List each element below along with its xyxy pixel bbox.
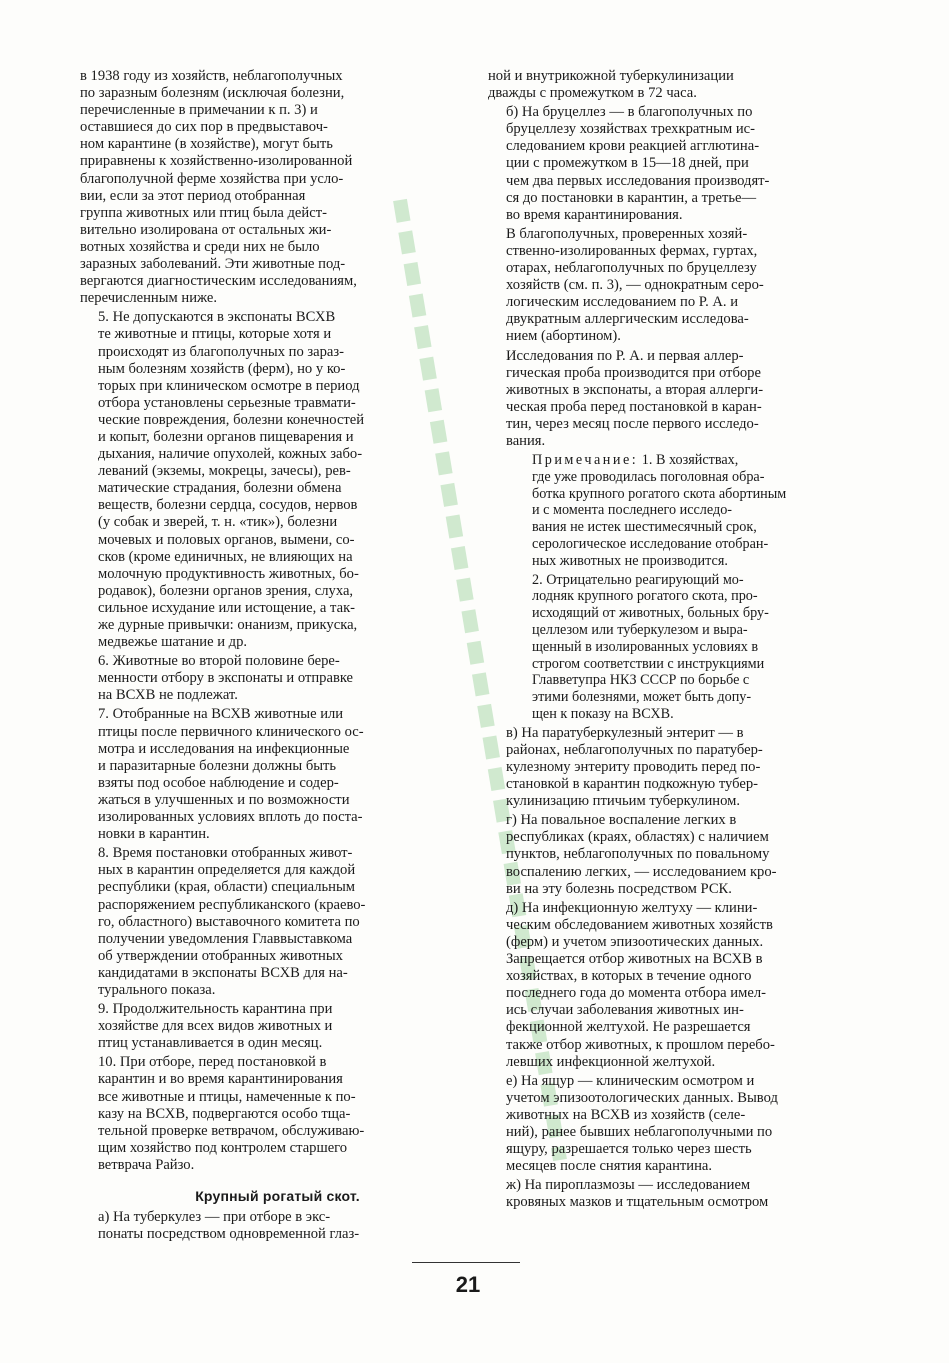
text-line: ветврача Райзо.: [98, 1156, 195, 1173]
text-line: и с момента последнего исследо-: [532, 502, 733, 519]
note-1-first-line: 1. В хозяйствах,: [638, 452, 739, 469]
paragraph-a-tuberculosis: [80, 1209, 475, 1243]
footer-rule: [412, 1262, 520, 1263]
text-line: об утверждении отобранных животных: [98, 947, 343, 964]
paragraph-b-tests: [488, 348, 866, 451]
text-line: родавок), болезни органов зрения, слуха,: [98, 582, 354, 599]
text-line: чем два первых исследования производят-: [506, 172, 770, 189]
text-line: мотра и исследования на инфекционные: [98, 740, 350, 757]
text-line: вергаются диагностическим исследованиям,: [80, 273, 357, 290]
text-line: вительно изолирована от остальных жи-: [80, 221, 332, 238]
text-line: животных на ВСХВ из хозяйств (селе-: [506, 1106, 746, 1123]
text-line: где уже проводилась поголовная обра-: [532, 468, 765, 485]
text-line: жаться в улучшенных и по возможности: [98, 791, 350, 808]
note-label: Примечание:: [532, 452, 639, 469]
text-line: медвежье шатание и др.: [98, 634, 248, 651]
text-line: торых при клиническом осмотре в период: [98, 377, 360, 394]
paragraph-zh-piroplasmosis: [488, 1177, 866, 1211]
text-line: сильное исхудание или истощение, а так-: [98, 599, 356, 616]
text-line: республики (края, области) специальным: [98, 879, 356, 896]
text-line: фекционной желтухой. Не разрешается: [506, 1019, 751, 1036]
text-line: животных в экспонаты, а вторая аллерги-: [506, 381, 764, 398]
text-line: получении уведомления Главвыставкома: [98, 930, 353, 947]
text-line: щенный в изолированных условиях в: [532, 638, 759, 655]
text-line: изолированных условиях вплоть до поста-: [98, 809, 363, 826]
text-line: этими болезнями, может быть допу-: [532, 689, 752, 706]
text-line: республиках (краях, областях) с наличием: [506, 829, 769, 846]
text-line: дважды с промежутком в 72 часа.: [488, 85, 697, 102]
text-line: бруцеллезу хозяйствах трехкратным ис-: [506, 121, 755, 138]
text-line: происходят из благополучных по зараз-: [98, 343, 345, 360]
text-line: 10. При отборе, перед постановкой в: [98, 1054, 327, 1071]
text-line: ческая проба перед постановкой в каран-: [506, 398, 762, 415]
text-line: 9. Продолжительность карантина при: [98, 1001, 333, 1018]
text-line: отарах, неблагополучных по бруцеллезу: [506, 260, 757, 277]
paragraph-b-brucellosis: [488, 104, 866, 224]
text-line: птиц устанавливается в один месяц.: [98, 1035, 323, 1052]
text-line: Исследования по Р. А. и первая аллер-: [506, 347, 744, 364]
page-number: 21: [455, 1272, 481, 1297]
note-1: [488, 452, 866, 570]
text-line: хозяйств (см. п. 3), — однократным серо-: [506, 277, 764, 294]
text-line: кулинизацию птичьим туберкулином.: [506, 793, 740, 810]
text-line: леваний (экземы, мокрецы, зачесы), рев-: [98, 463, 351, 480]
text-line: следованием крови реакцией агглютина-: [506, 138, 760, 155]
text-line: ботка крупного рогатого скота абортиным: [532, 485, 787, 502]
text-line: е) На ящур — клиническим осмотром и: [506, 1072, 755, 1089]
text-line: тин, через месяц после первого исследо-: [506, 415, 759, 432]
section-heading-cattle: Крупный рогатый скот.: [195, 1188, 360, 1204]
text-line: (у собак и зверей, т. н. «тик»), болезни: [98, 514, 338, 531]
text-line: нием (абортином).: [506, 328, 621, 345]
text-line: ственно-изолированных фермах, гуртах,: [506, 242, 758, 259]
text-line: строгом соответствии с инструкциями: [532, 655, 765, 672]
text-line: левших инфекционной желтухой.: [506, 1053, 716, 1070]
paragraph-4-continuation: [80, 68, 475, 307]
text-line: вания.: [506, 432, 546, 449]
text-line: также отбор животных, к прошлом перебо-: [506, 1036, 775, 1053]
text-line: вания не истек шестимесячный срок,: [532, 519, 757, 536]
right-column: [488, 68, 866, 1213]
text-line: ных животных не производится.: [532, 552, 728, 569]
text-line: (ферм) и учетом эпизоотических данных.: [506, 933, 764, 950]
paragraph-7: [80, 706, 475, 843]
text-line: перечисленные в примечании к п. 3) и: [80, 102, 318, 119]
text-line: кровяных мазков и тщательным осмотром: [506, 1194, 769, 1211]
text-line: Запрещается отбор животных на ВСХВ в: [506, 951, 763, 968]
text-line: ческим обследованием животных хозяйств: [506, 916, 773, 933]
text-line: приравнены к хозяйственно-изолированной: [80, 153, 353, 170]
text-line: учетом эпизоотологических данных. Вывод: [506, 1089, 778, 1106]
text-line: 8. Время постановки отобранных живот-: [98, 845, 353, 862]
text-line: дыхания, наличие опухолей, кожных забо-: [98, 446, 363, 463]
text-line: веществ, болезни сердца, сосудов, нервов: [98, 497, 358, 514]
text-line: ись случаи заболевания животных ин-: [506, 1002, 744, 1019]
text-line: турального показа.: [98, 981, 216, 998]
text-line: и паразитарные болезни должны быть: [98, 757, 337, 774]
text-line: хозяйстве для всех видов животных и: [98, 1018, 333, 1035]
text-line: оставшиеся до сих пор в предвыставоч-: [80, 119, 328, 136]
text-line: воспалению легких, — исследованием кро-: [506, 863, 777, 880]
text-line: птицы после первичного клинического ос-: [98, 723, 364, 740]
text-line: мочевых и половых органов, вымени, со-: [98, 531, 355, 548]
note-1-rest: [510, 469, 866, 570]
text-line: казу на ВСХВ, подвергаются особо тща-: [98, 1105, 351, 1122]
text-line: серологическое исследование отобран-: [532, 536, 769, 553]
text-line: становкой в карантин подкожную тубер-: [506, 776, 759, 793]
text-line: ний), ранее бывших неблагополучными по: [506, 1123, 773, 1140]
text-line: тельной проверке ветврачом, обслуживаю-: [98, 1122, 365, 1139]
text-line: последнего года до момента отбора имел-: [506, 985, 766, 1002]
text-line: благополучной ферме хозяйства при усло-: [80, 170, 344, 187]
text-line: исходящий от животных, больных бру-: [532, 605, 769, 622]
text-line: ся до постановки в карантин, а третье—: [506, 189, 757, 206]
paragraph-10: [80, 1054, 475, 1174]
text-line: во время карантинирования.: [506, 206, 683, 223]
text-line: матические страдания, болезни обмена: [98, 480, 342, 497]
paragraph-v-paratuberculosis: [488, 725, 866, 810]
text-line: карантин и во время карантинирования: [98, 1071, 343, 1088]
text-line: щен к показу на ВСХВ.: [532, 706, 674, 723]
paragraph-e-foot-and-mouth: [488, 1073, 866, 1176]
text-line: заразных заболеваний. Эти животные под-: [80, 256, 346, 273]
text-line: менности отбору в экспонаты и отправке: [98, 670, 354, 687]
text-line: же дурные привычки: онанизм, прикуска,: [98, 617, 358, 633]
text-line: двукратным аллергическим исследова-: [506, 311, 749, 328]
paragraph-d-jaundice: [488, 900, 866, 1071]
text-line: группа животных или птиц была дейст-: [80, 204, 327, 221]
text-line: молочную продуктивность животных, бо-: [98, 565, 359, 582]
text-line: ном карантине (в хозяйстве), могут быть: [80, 136, 333, 153]
text-line: логическим исследованием по Р. А. и: [506, 294, 739, 311]
text-line: те животные и птицы, которые хотя и: [98, 326, 332, 343]
text-line: перечисленным ниже.: [80, 290, 218, 307]
paragraph-6: [80, 653, 475, 704]
text-line: кандидатами в экспонаты ВСХВ для на-: [98, 964, 348, 981]
paragraph-5: [80, 309, 475, 651]
text-line: ции с промежутком в 15—18 дней, при: [506, 155, 749, 172]
text-line: пунктов, неблагополучных по повальному: [506, 846, 770, 863]
text-line: лодняк крупного рогатого скота, про-: [532, 588, 758, 605]
text-line: 7. Отобранные на ВСХВ животные или: [98, 706, 344, 723]
text-line: ных в карантин определяется для каждой: [98, 862, 356, 879]
text-line: 2. Отрицательно реагирующий мо-: [532, 571, 744, 588]
text-line: на ВСХВ не подлежат.: [98, 687, 238, 704]
text-line: новки в карантин.: [98, 826, 210, 843]
left-column: [80, 68, 475, 1245]
text-line: отбора установлены серьезные травмати-: [98, 394, 356, 411]
text-line: 5. Не допускаются в экспонаты ВСХВ: [98, 309, 336, 326]
text-line: д) На инфекционную желтуху — клини-: [506, 899, 758, 916]
text-line: 6. Животные во второй половине бере-: [98, 653, 340, 670]
text-line: ной и внутрикожной туберкулинизации: [488, 68, 734, 84]
paragraph-8: [80, 845, 475, 999]
text-line: а) На туберкулез — при отборе в экс-: [98, 1209, 331, 1226]
text-line: г) На повальное воспаление легких в: [506, 812, 737, 829]
text-line: месяцев после снятия карантина.: [506, 1158, 713, 1175]
paragraph-b-farms: [488, 226, 866, 346]
text-line: целлезом или туберкулезом и выра-: [532, 622, 748, 639]
text-line: ж) На пироплазмозы — исследованием: [506, 1177, 751, 1194]
text-line: В благополучных, проверенных хозяй-: [506, 225, 748, 242]
paragraph-9: [80, 1001, 475, 1052]
text-line: взяты под особое наблюдение и содер-: [98, 774, 339, 791]
text-line: вии, если за этот период отобранная: [80, 187, 306, 204]
text-line: гическая проба производится при отборе: [506, 364, 761, 381]
text-line: ящуру, разрешается только через шесть: [506, 1141, 752, 1158]
paragraph-a-continuation: [488, 68, 866, 102]
text-line: кулезному энтериту проводить перед по-: [506, 759, 761, 775]
text-line: сков (кроме единичных, не влияющих на: [98, 548, 353, 565]
text-line: по заразным болезням (исключая болезни,: [80, 85, 345, 102]
text-line: понаты посредством одновременной глаз-: [98, 1226, 360, 1243]
note-2: [488, 572, 866, 723]
text-line: ви на эту болезнь посредством РСК.: [506, 880, 732, 897]
text-line: го, областного) выставочного комитета по: [98, 913, 360, 930]
text-line: все животные и птицы, намеченные к по-: [98, 1088, 356, 1105]
paragraph-g-pleuropneumonia: [488, 812, 866, 897]
text-line: Главветупра НКЗ СССР по борьбе с: [532, 672, 750, 689]
text-line: щим хозяйство под контролем старшего: [98, 1139, 348, 1156]
text-line: ным болезням хозяйств (ферм), но у ко-: [98, 360, 346, 377]
text-line: вотных хозяйства и среди них не было: [80, 238, 320, 255]
text-line: в) На паратуберкулезный энтерит — в: [506, 724, 744, 741]
text-line: в 1938 году из хозяйств, неблагополучных: [80, 68, 343, 84]
text-line: хозяйствах, в которых в течение одного: [506, 968, 752, 985]
text-line: районах, неблагополучных по паратубер-: [506, 741, 763, 758]
text-line: и копыт, болезни органов пищеварения и: [98, 428, 354, 445]
text-line: б) На бруцеллез — в благополучных по: [506, 104, 753, 121]
text-line: распоряжением республиканского (краево-: [98, 896, 366, 913]
text-line: ческие повреждения, болезни конечностей: [98, 411, 365, 428]
